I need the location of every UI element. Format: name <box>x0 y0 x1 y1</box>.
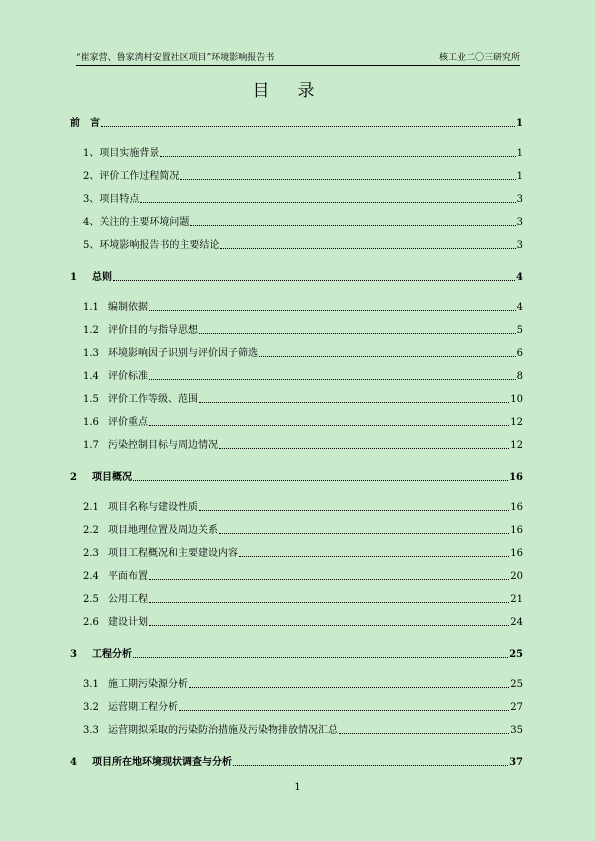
toc-entry-label: 环境影响报告书的主要结论 <box>99 240 220 251</box>
toc-entry-number: 2.6 <box>83 617 99 628</box>
toc-entry-page: 1 <box>516 148 523 159</box>
toc-entry-label: 污染控制目标与周边情况 <box>108 440 218 451</box>
toc-entry-number: 2.1 <box>83 502 99 513</box>
toc-entry-number: 3.3 <box>83 725 99 736</box>
toc-entry-label: 总则 <box>92 272 112 283</box>
toc-section-entry[interactable] <box>83 436 523 451</box>
toc-entry-label: 工程分析 <box>92 649 132 660</box>
toc-entry-number: 1、 <box>83 148 100 159</box>
toc-dot-leader <box>149 579 509 580</box>
toc-dot-leader <box>189 687 509 688</box>
toc-section-entry[interactable] <box>83 190 523 205</box>
page-number: 1 <box>294 782 301 793</box>
toc-section-entry[interactable] <box>83 236 523 251</box>
toc-entry-label: 环境影响因子识别与评价因子筛选 <box>108 348 258 359</box>
toc-entry-page: 25 <box>509 649 523 660</box>
toc-chapter-entry[interactable] <box>70 114 523 129</box>
toc-dot-leader <box>220 248 515 249</box>
header-document-title: “崔家营、鲁家湾村安置社区项目”环境影响报告书 <box>76 53 275 63</box>
toc-section-entry[interactable] <box>83 144 523 159</box>
toc-dot-leader <box>160 156 515 157</box>
toc-dot-leader <box>101 126 515 127</box>
toc-entry-page: 27 <box>510 702 523 713</box>
toc-section-entry[interactable] <box>83 544 523 559</box>
toc-chapter-entry[interactable] <box>70 753 523 768</box>
toc-section-entry[interactable] <box>83 567 523 582</box>
toc-section-entry[interactable] <box>83 344 523 359</box>
toc-entry-number: 1.1 <box>83 302 99 313</box>
toc-entry-label: 项目特点 <box>99 194 140 205</box>
toc-section-entry[interactable] <box>83 413 523 428</box>
toc-entry-page: 16 <box>510 525 523 536</box>
toc-section-entry[interactable] <box>83 721 523 736</box>
toc-entry-number: 3、 <box>83 194 100 205</box>
toc-dot-leader <box>149 625 509 626</box>
toc-section-entry[interactable] <box>83 590 523 605</box>
toc-entry-number: 2.3 <box>83 548 99 559</box>
toc-section-entry[interactable] <box>83 367 523 382</box>
toc-entry-page: 6 <box>516 348 523 359</box>
toc-entry-page: 16 <box>510 548 523 559</box>
toc-entry-page: 20 <box>510 571 523 582</box>
toc-entry-number: 1.6 <box>83 417 99 428</box>
toc-dot-leader <box>149 379 516 380</box>
toc-section-entry[interactable] <box>83 698 523 713</box>
toc-entry-number: 1.5 <box>83 394 99 405</box>
toc-dot-leader <box>199 510 509 511</box>
toc-entry-page: 4 <box>516 272 523 283</box>
toc-dot-leader <box>140 202 515 203</box>
running-header <box>76 50 520 66</box>
toc-dot-leader <box>180 179 515 180</box>
toc-dot-leader <box>190 225 515 226</box>
toc-entry-page: 5 <box>516 325 523 336</box>
toc-section-entry[interactable] <box>83 298 523 313</box>
toc-entry-number: 2 <box>70 472 77 483</box>
header-institution: 核工业二〇三研究所 <box>438 53 520 63</box>
toc-dot-leader <box>239 556 509 557</box>
toc-entry-label: 评价工作过程简况 <box>99 171 180 182</box>
toc-dot-leader <box>233 765 508 766</box>
toc-entry-page: 12 <box>510 440 523 451</box>
toc-entry-number: 2、 <box>83 171 100 182</box>
toc-entry-page: 25 <box>510 679 523 690</box>
toc-dot-leader <box>179 710 509 711</box>
toc-dot-leader <box>199 402 509 403</box>
toc-entry-number: 4 <box>70 757 77 768</box>
toc-dot-leader <box>149 425 509 426</box>
toc-entry-page: 12 <box>510 417 523 428</box>
toc-entry-label: 运营期拟采取的污染防治措施及污染物排放情况汇总 <box>108 725 338 736</box>
toc-dot-leader <box>149 602 509 603</box>
toc-section-entry[interactable] <box>83 321 523 336</box>
toc-entry-number: 2.2 <box>83 525 99 536</box>
toc-entry-label: 项目名称与建设性质 <box>108 502 198 513</box>
toc-dot-leader <box>133 480 508 481</box>
toc-entry-label: 编制依据 <box>108 302 148 313</box>
toc-entry-number: 4、 <box>83 217 100 228</box>
toc-entry-page: 21 <box>510 594 523 605</box>
toc-dot-leader <box>219 448 509 449</box>
toc-dot-leader <box>113 280 515 281</box>
toc-entry-number: 1.3 <box>83 348 99 359</box>
toc-entry-number: 3.1 <box>83 679 99 690</box>
toc-entry-number: 3.2 <box>83 702 99 713</box>
toc-dot-leader <box>199 333 516 334</box>
toc-entry-label: 项目地理位置及周边关系 <box>108 525 218 536</box>
toc-entry-page: 16 <box>509 472 523 483</box>
toc-entry-number: 1.4 <box>83 371 99 382</box>
toc-entry-page: 3 <box>516 217 523 228</box>
toc-entry-page: 1 <box>516 171 523 182</box>
toc-section-entry[interactable] <box>83 521 523 536</box>
toc-entry-page: 37 <box>509 757 523 768</box>
toc-entry-label: 项目所在地环境现状调查与分析 <box>92 757 232 768</box>
toc-entry-label: 运营期工程分析 <box>108 702 178 713</box>
toc-section-entry[interactable] <box>83 390 523 405</box>
toc-entry-label: 平面布置 <box>108 571 148 582</box>
toc-entry-page: 10 <box>510 394 523 405</box>
toc-entry-label: 关注的主要环境问题 <box>99 217 190 228</box>
toc-dot-leader <box>133 657 508 658</box>
toc-dot-leader <box>259 356 516 357</box>
toc-entry-label: 评价工作等级、范围 <box>108 394 198 405</box>
toc-entry-label: 前 言 <box>70 118 100 129</box>
toc-entry-number: 2.5 <box>83 594 99 605</box>
toc-entry-number: 1 <box>70 272 77 283</box>
toc-entry-number: 3 <box>70 649 77 660</box>
toc-chapter-entry[interactable] <box>70 268 523 283</box>
toc-entry-number: 5、 <box>83 240 100 251</box>
toc-entry-page: 24 <box>510 617 523 628</box>
toc-entry-page: 8 <box>516 371 523 382</box>
toc-entry-number: 1.2 <box>83 325 99 336</box>
toc-chapter-entry[interactable] <box>70 645 523 660</box>
toc-entry-number: 2.4 <box>83 571 99 582</box>
toc-entry-label: 项目工程概况和主要建设内容 <box>108 548 238 559</box>
toc-dot-leader <box>339 733 509 734</box>
toc-entry-label: 公用工程 <box>108 594 148 605</box>
toc-dot-leader <box>149 310 516 311</box>
toc-entry-label: 评价标准 <box>108 371 148 382</box>
toc-dot-leader <box>219 533 509 534</box>
page-title: 目录 <box>252 81 343 101</box>
toc-entry-label: 评价重点 <box>108 417 148 428</box>
toc-section-entry[interactable] <box>83 613 523 628</box>
toc-entry-page: 1 <box>516 118 523 129</box>
toc-entry-page: 35 <box>510 725 523 736</box>
toc-entry-label: 建设计划 <box>108 617 148 628</box>
toc-section-entry[interactable] <box>83 213 523 228</box>
toc-entry-page: 3 <box>516 240 523 251</box>
toc-entry-page: 16 <box>510 502 523 513</box>
toc-entry-label: 项目实施背景 <box>99 148 160 159</box>
toc-entry-label: 施工期污染源分析 <box>108 679 188 690</box>
toc-section-entry[interactable] <box>83 167 523 182</box>
toc-entry-label: 项目概况 <box>92 472 132 483</box>
toc-entry-label: 评价目的与指导思想 <box>108 325 198 336</box>
toc-entry-number: 1.7 <box>83 440 99 451</box>
toc-entry-page: 4 <box>516 302 523 313</box>
toc-section-entry[interactable] <box>83 498 523 513</box>
toc-entry-page: 3 <box>516 194 523 205</box>
toc-section-entry[interactable] <box>83 675 523 690</box>
toc-chapter-entry[interactable] <box>70 468 523 483</box>
